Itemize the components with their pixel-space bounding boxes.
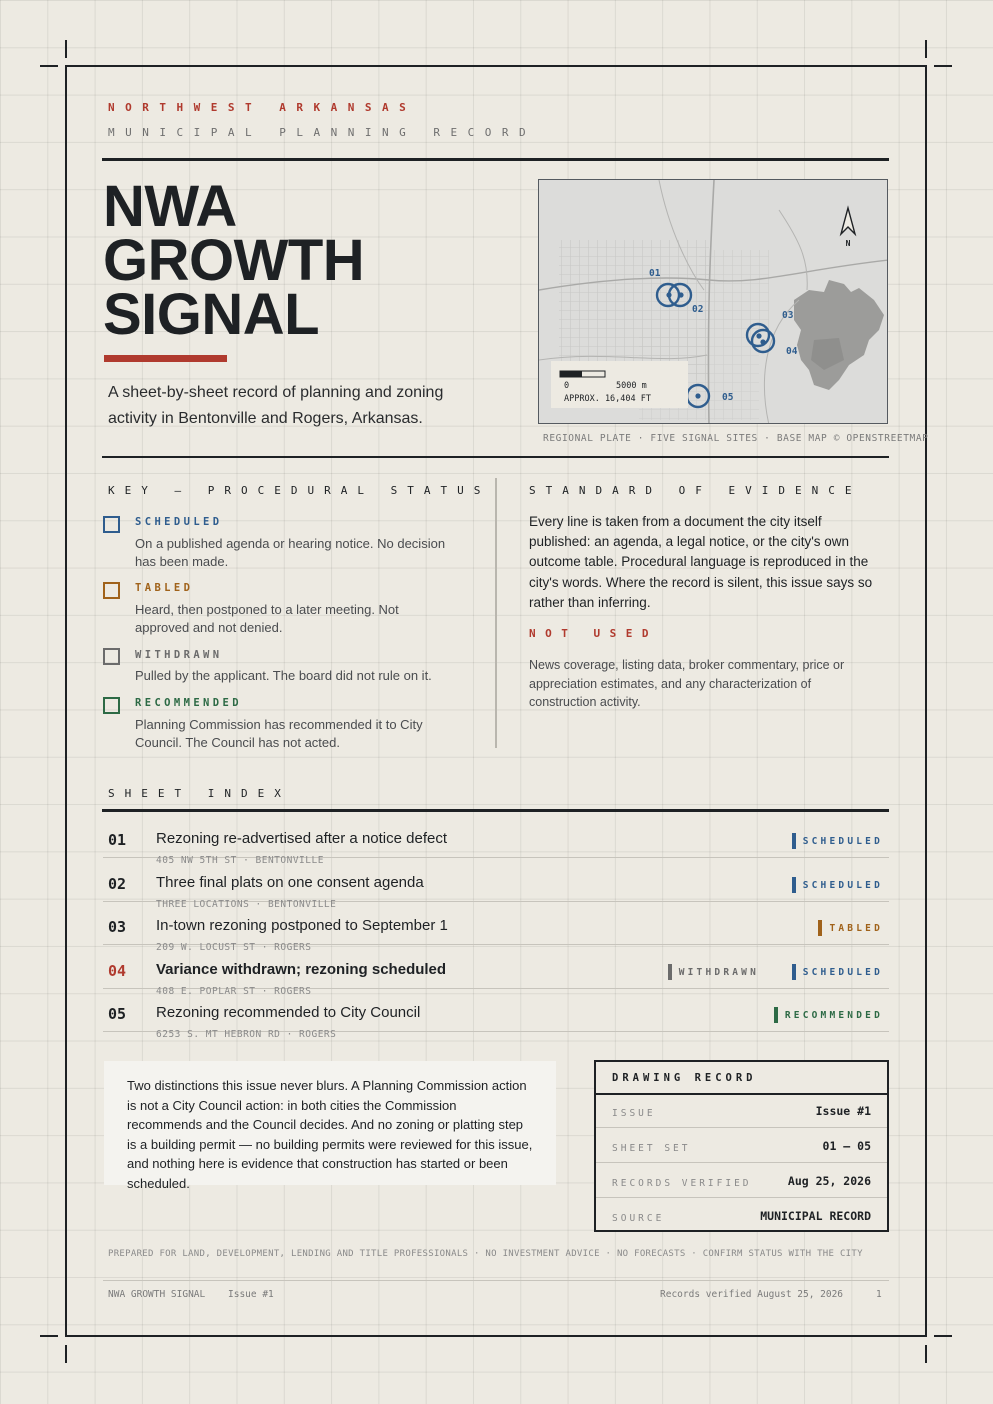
drawing-record-rule [596,1093,887,1095]
footer-rule [103,1280,889,1281]
site-label: 01 [649,268,661,279]
not-used-label: NOT USED [529,627,658,640]
crop-mark [925,1345,927,1363]
status-name: SCHEDULED [135,516,223,528]
title-line: SIGNAL [103,282,320,347]
sheet-title: Rezoning recommended to City Council [156,1004,421,1021]
sheet-location: 405 NW 5TH ST · BENTONVILLE [156,855,324,866]
crop-mark [65,40,67,58]
status-desc: Pulled by the applicant. The board did not rule on it. [135,668,432,683]
sheet-number: 02 [108,875,127,893]
site-label: 02 [692,304,704,315]
record-key: RECORDS VERIFIED [612,1178,752,1189]
status-tag-scheduled: SCHEDULED [792,880,883,891]
site-label: 04 [786,346,798,357]
footer-verified: Records verified August 25, 2026 [660,1289,844,1300]
page-title [103,174,403,347]
record-value: Aug 25, 2026 [787,1174,871,1188]
evidence-text: Every line is taken from a document the city itself published: an agenda, a legal notice, or the city's own outcome table. Procedural language is reproduced in the city's words. Where the record is silent, this issue says so rather than inferring. [529,514,873,610]
site-label: 05 [722,392,734,403]
status-swatch-scheduled [103,516,120,533]
crop-mark [934,65,952,67]
sheet-title: Rezoning re-advertised after a notice defect [156,830,447,847]
status-name: RECOMMENDED [135,697,242,709]
title-accent-bar [104,355,227,362]
drawing-record-label: DRAWING RECORD [612,1072,757,1084]
record-value: 01 – 05 [822,1139,871,1153]
status-name: WITHDRAWN [135,649,223,661]
row-divider [596,1197,887,1198]
index-rule [102,809,889,812]
scale-feet: APPROX. 16,404 FT [564,394,651,404]
status-tag-tabled: TABLED [818,923,883,934]
header-rule [102,158,889,161]
kicker-region: NORTHWEST ARKANSAS [108,101,417,114]
drawing-record [594,1060,889,1232]
sheet-title: Variance withdrawn; rezoning scheduled [156,961,447,978]
sheet-location: 6253 S. MT HEBRON RD · ROGERS [156,1029,337,1040]
crop-mark [934,1335,952,1337]
sheet-number: 03 [108,918,127,936]
footer-issue: Issue #1 [228,1289,274,1300]
key-label: KEY — PROCEDURAL STATUS [108,484,491,497]
page-number: 1 [876,1289,882,1300]
disclaimer: PREPARED FOR LAND, DEVELOPMENT, LENDING AND TITLE PROFESSIONALS · NO INVESTMENT ADVICE · NO FORECASTS · CONFIRM STATUS WITH THE CITY [108,1249,863,1259]
index-label: SHEET INDEX [108,787,291,800]
status-desc: Heard, then postponed to a later meeting. Not approved and not denied. [135,602,399,635]
distinctions-note: Two distinctions this issue never blurs. A Planning Commission action is not a City Council action: in both cities the Commission recommends and the Council decides. And no zoning or platting step is a building permit — no building permits were reviewed for this issue, and nothing here is evidence that construction has started or been scheduled. [104,1061,556,1185]
footer-publication: NWA GROWTH SIGNAL [108,1289,206,1300]
scale-zero: 0 [564,381,570,391]
sheet-number: 05 [108,1005,127,1023]
kicker-record: MUNICIPAL PLANNING RECORD [108,126,537,139]
status-tag-scheduled: SCHEDULED [792,967,883,978]
title-line: GROWTH [103,228,365,293]
sheet-location: 408 E. POPLAR ST · ROGERS [156,986,312,997]
sheet-location: THREE LOCATIONS · BENTONVILLE [156,899,337,910]
status-tag-scheduled: SCHEDULED [792,836,883,847]
row-divider [596,1127,887,1128]
status-swatch-withdrawn [103,648,120,665]
record-value: Issue #1 [815,1104,871,1118]
record-value: MUNICIPAL RECORD [760,1209,871,1223]
column-divider [495,478,497,748]
deck: A sheet-by-sheet record of planning and zoning activity in Bentonville and Rogers, Arkansas. [108,384,444,427]
sheet-title: Three final plats on one consent agenda [156,874,424,891]
scale-distance: 5000 m [616,381,647,391]
map-caption: REGIONAL PLATE · FIVE SIGNAL SITES · BASE MAP © OPENSTREETMAP [543,433,929,444]
not-used-text: News coverage, listing data, broker commentary, price or appreciation estimates, and any characterization of construction activity. [529,658,845,709]
row-divider [596,1162,887,1163]
record-key: SOURCE [612,1213,665,1224]
map-graphic [539,180,888,424]
status-desc: On a published agenda or hearing notice. No decision has been made. [135,536,446,569]
record-key: ISSUE [612,1108,656,1119]
status-desc: Planning Commission has recommended it to City Council. The Council has not acted. [135,717,423,750]
status-tag-recommended: RECOMMENDED [774,1010,883,1021]
crop-mark [40,65,58,67]
sheet-number: 04 [108,962,127,980]
north-label: N [845,239,851,248]
status-swatch-recommended [103,697,120,714]
crop-mark [65,1345,67,1363]
site-label: 03 [782,310,794,321]
crop-mark [40,1335,58,1337]
regional-map [538,179,888,424]
section-rule [102,456,889,458]
status-name: TABLED [135,582,194,594]
record-key: SHEET SET [612,1143,691,1154]
sheet-number: 01 [108,831,127,849]
status-swatch-tabled [103,582,120,599]
sheet-title: In-town rezoning postponed to September 1 [156,917,448,934]
sheet-location: 209 W. LOCUST ST · ROGERS [156,942,312,953]
evidence-label: STANDARD OF EVIDENCE [529,484,862,497]
title-line: NWA [103,174,237,239]
status-tag-withdrawn: WITHDRAWN [668,967,759,978]
crop-mark [925,40,927,58]
